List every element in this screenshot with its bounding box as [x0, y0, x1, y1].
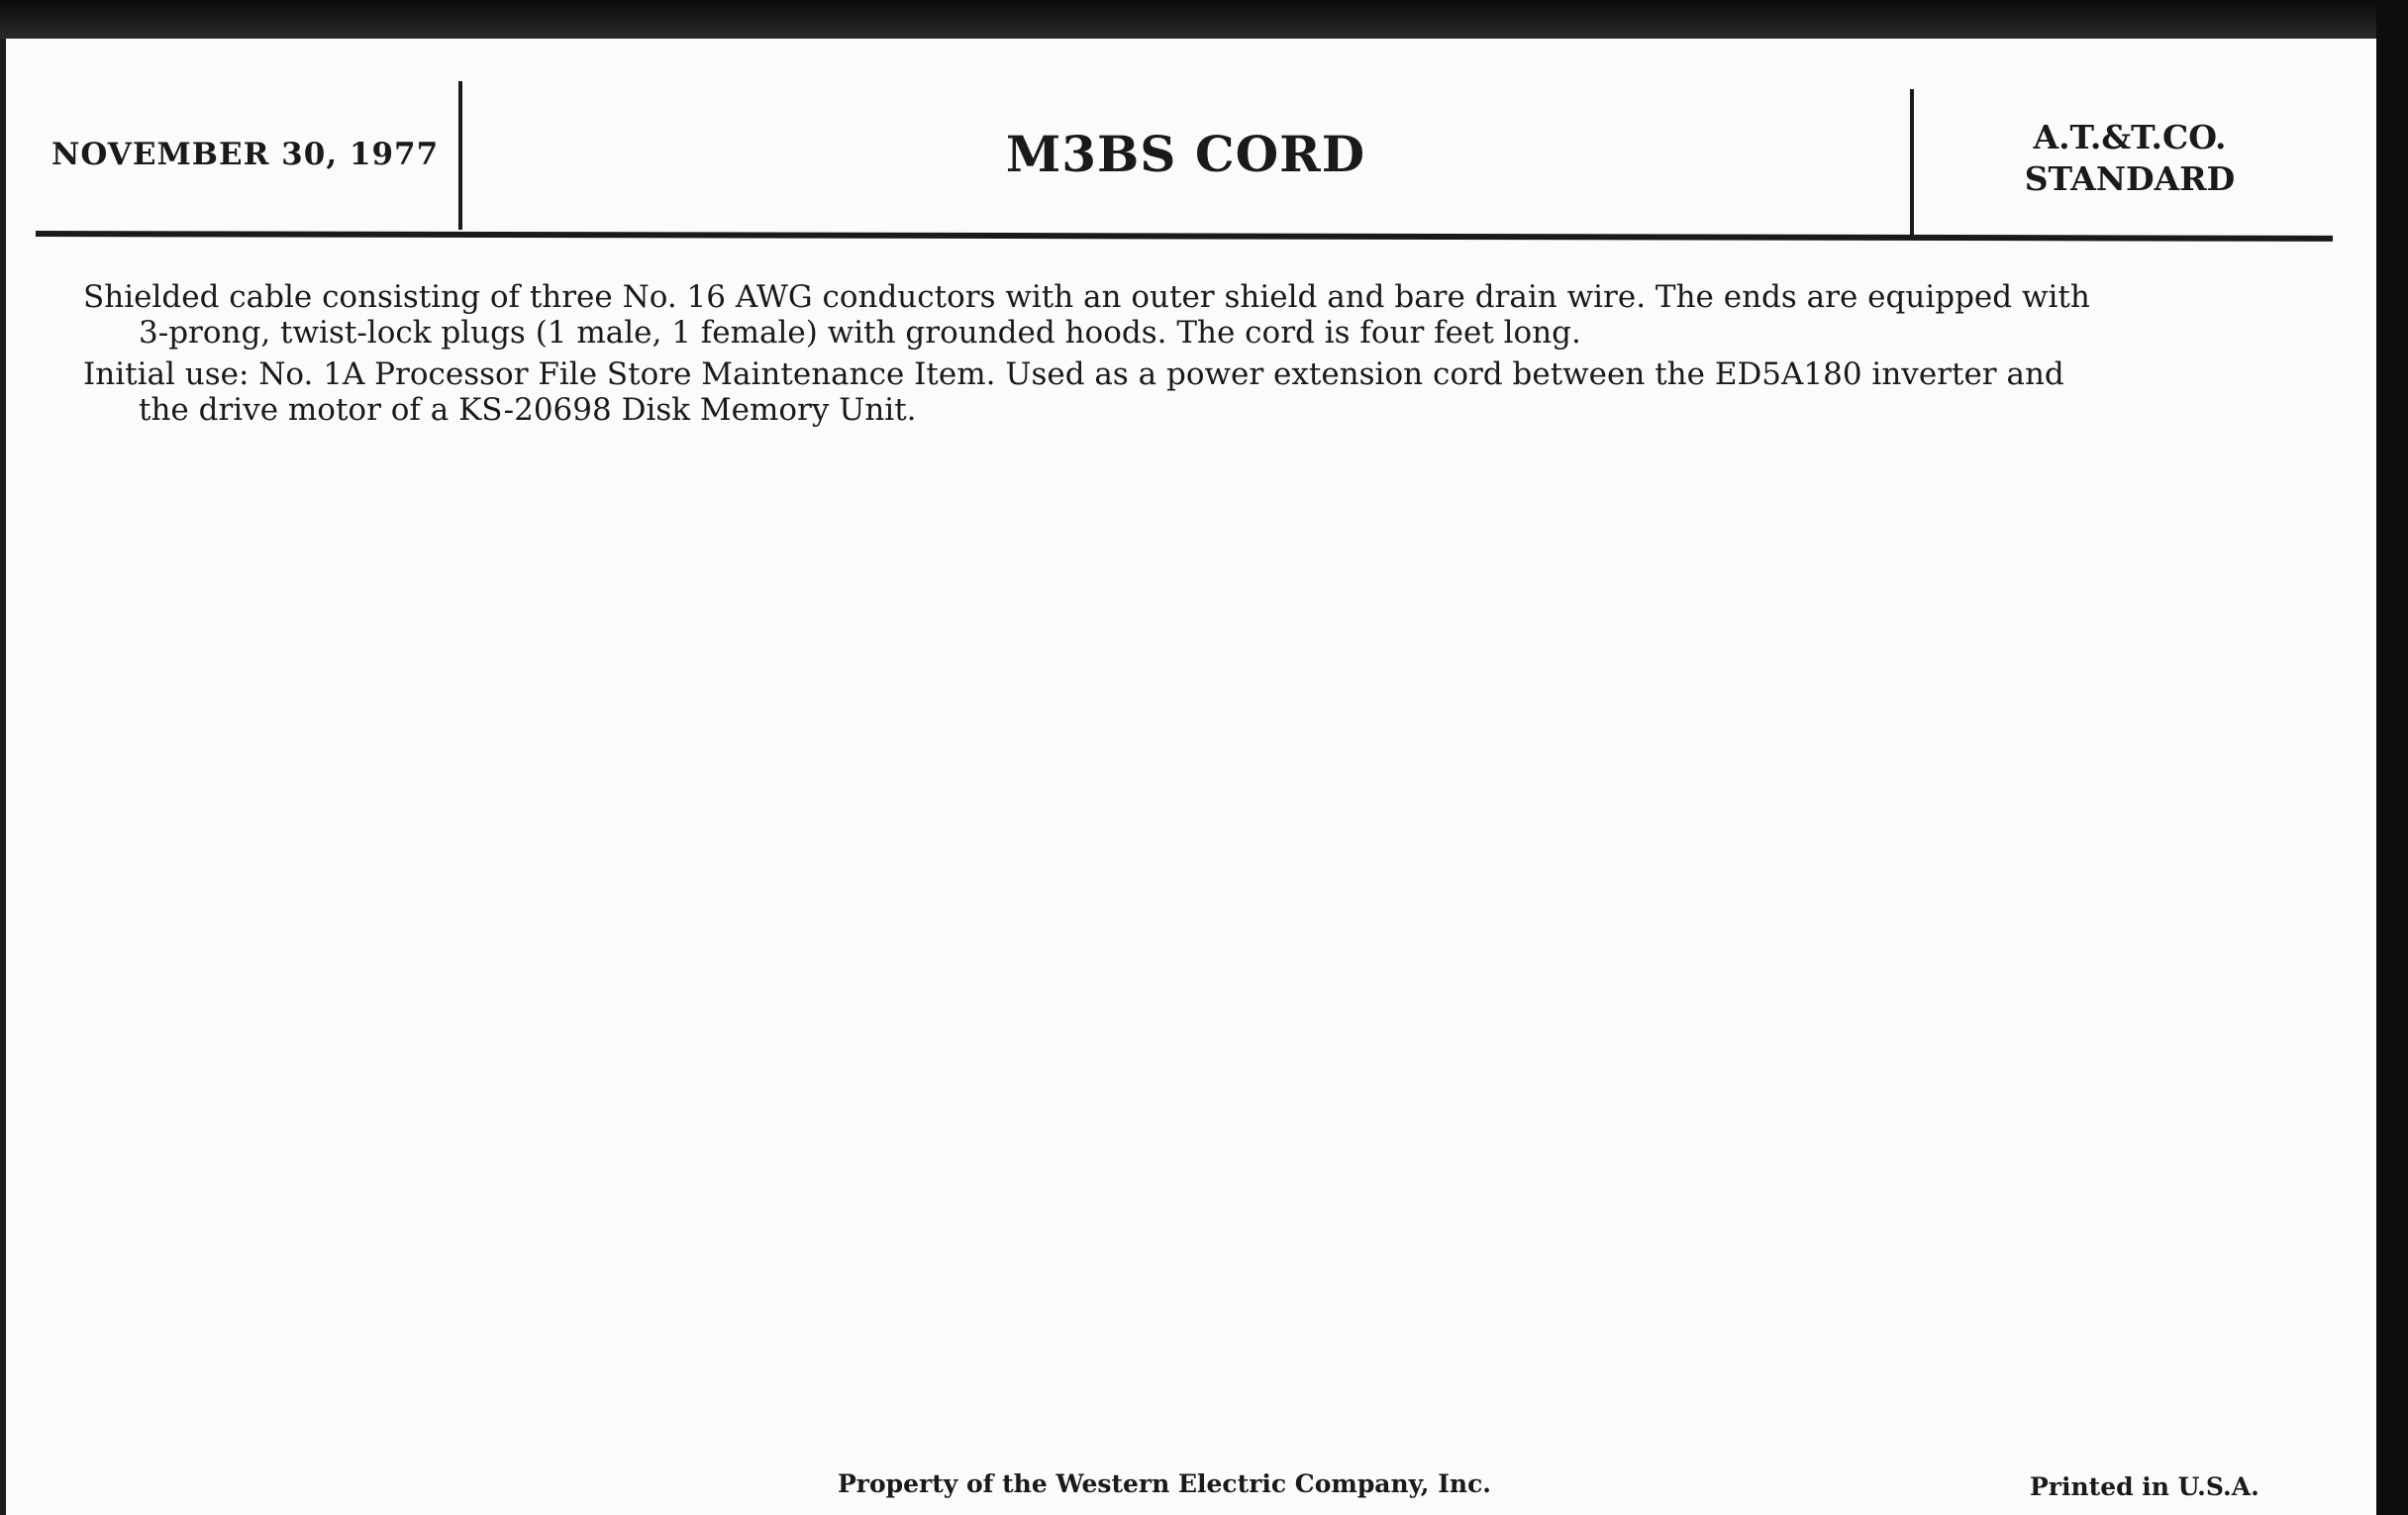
issue-date: NOVEMBER 30, 1977: [51, 137, 440, 172]
scan-right-border: [2376, 0, 2408, 1515]
document-title: M3BS CORD: [1005, 125, 1366, 183]
initial-use-paragraph: [83, 356, 2291, 428]
initial-use-line-1: Initial use: No. 1A Processor File Store Maintenance Item. Used as a power extension cord between the ED5A180 inverter and: [83, 356, 2064, 392]
document-card: [6, 39, 2376, 1515]
description-line-2: 3-prong, twist-lock plugs (1 male, 1 female) with grounded hoods. The cord is four feet long.: [139, 315, 1581, 351]
header-divider-left: [458, 81, 462, 230]
description-line-1: Shielded cable consisting of three No. 16 AWG conductors with an outer shield and bare drain wire. The ends are equipped with: [83, 279, 2090, 315]
description-paragraph: [83, 279, 2291, 351]
standard-label: [1917, 117, 2343, 200]
standard-label-line1: A.T.&T.CO.: [2033, 118, 2227, 156]
printed-notice: Printed in U.S.A.: [2030, 1472, 2259, 1501]
standard-label-line2: STANDARD: [2024, 159, 2236, 198]
initial-use-line-2: the drive motor of a KS-20698 Disk Memory Unit.: [139, 392, 917, 428]
header-divider-right: [1910, 89, 1914, 240]
scan-top-border: [0, 0, 2408, 39]
property-notice: Property of the Western Electric Company, Inc.: [838, 1469, 1492, 1498]
